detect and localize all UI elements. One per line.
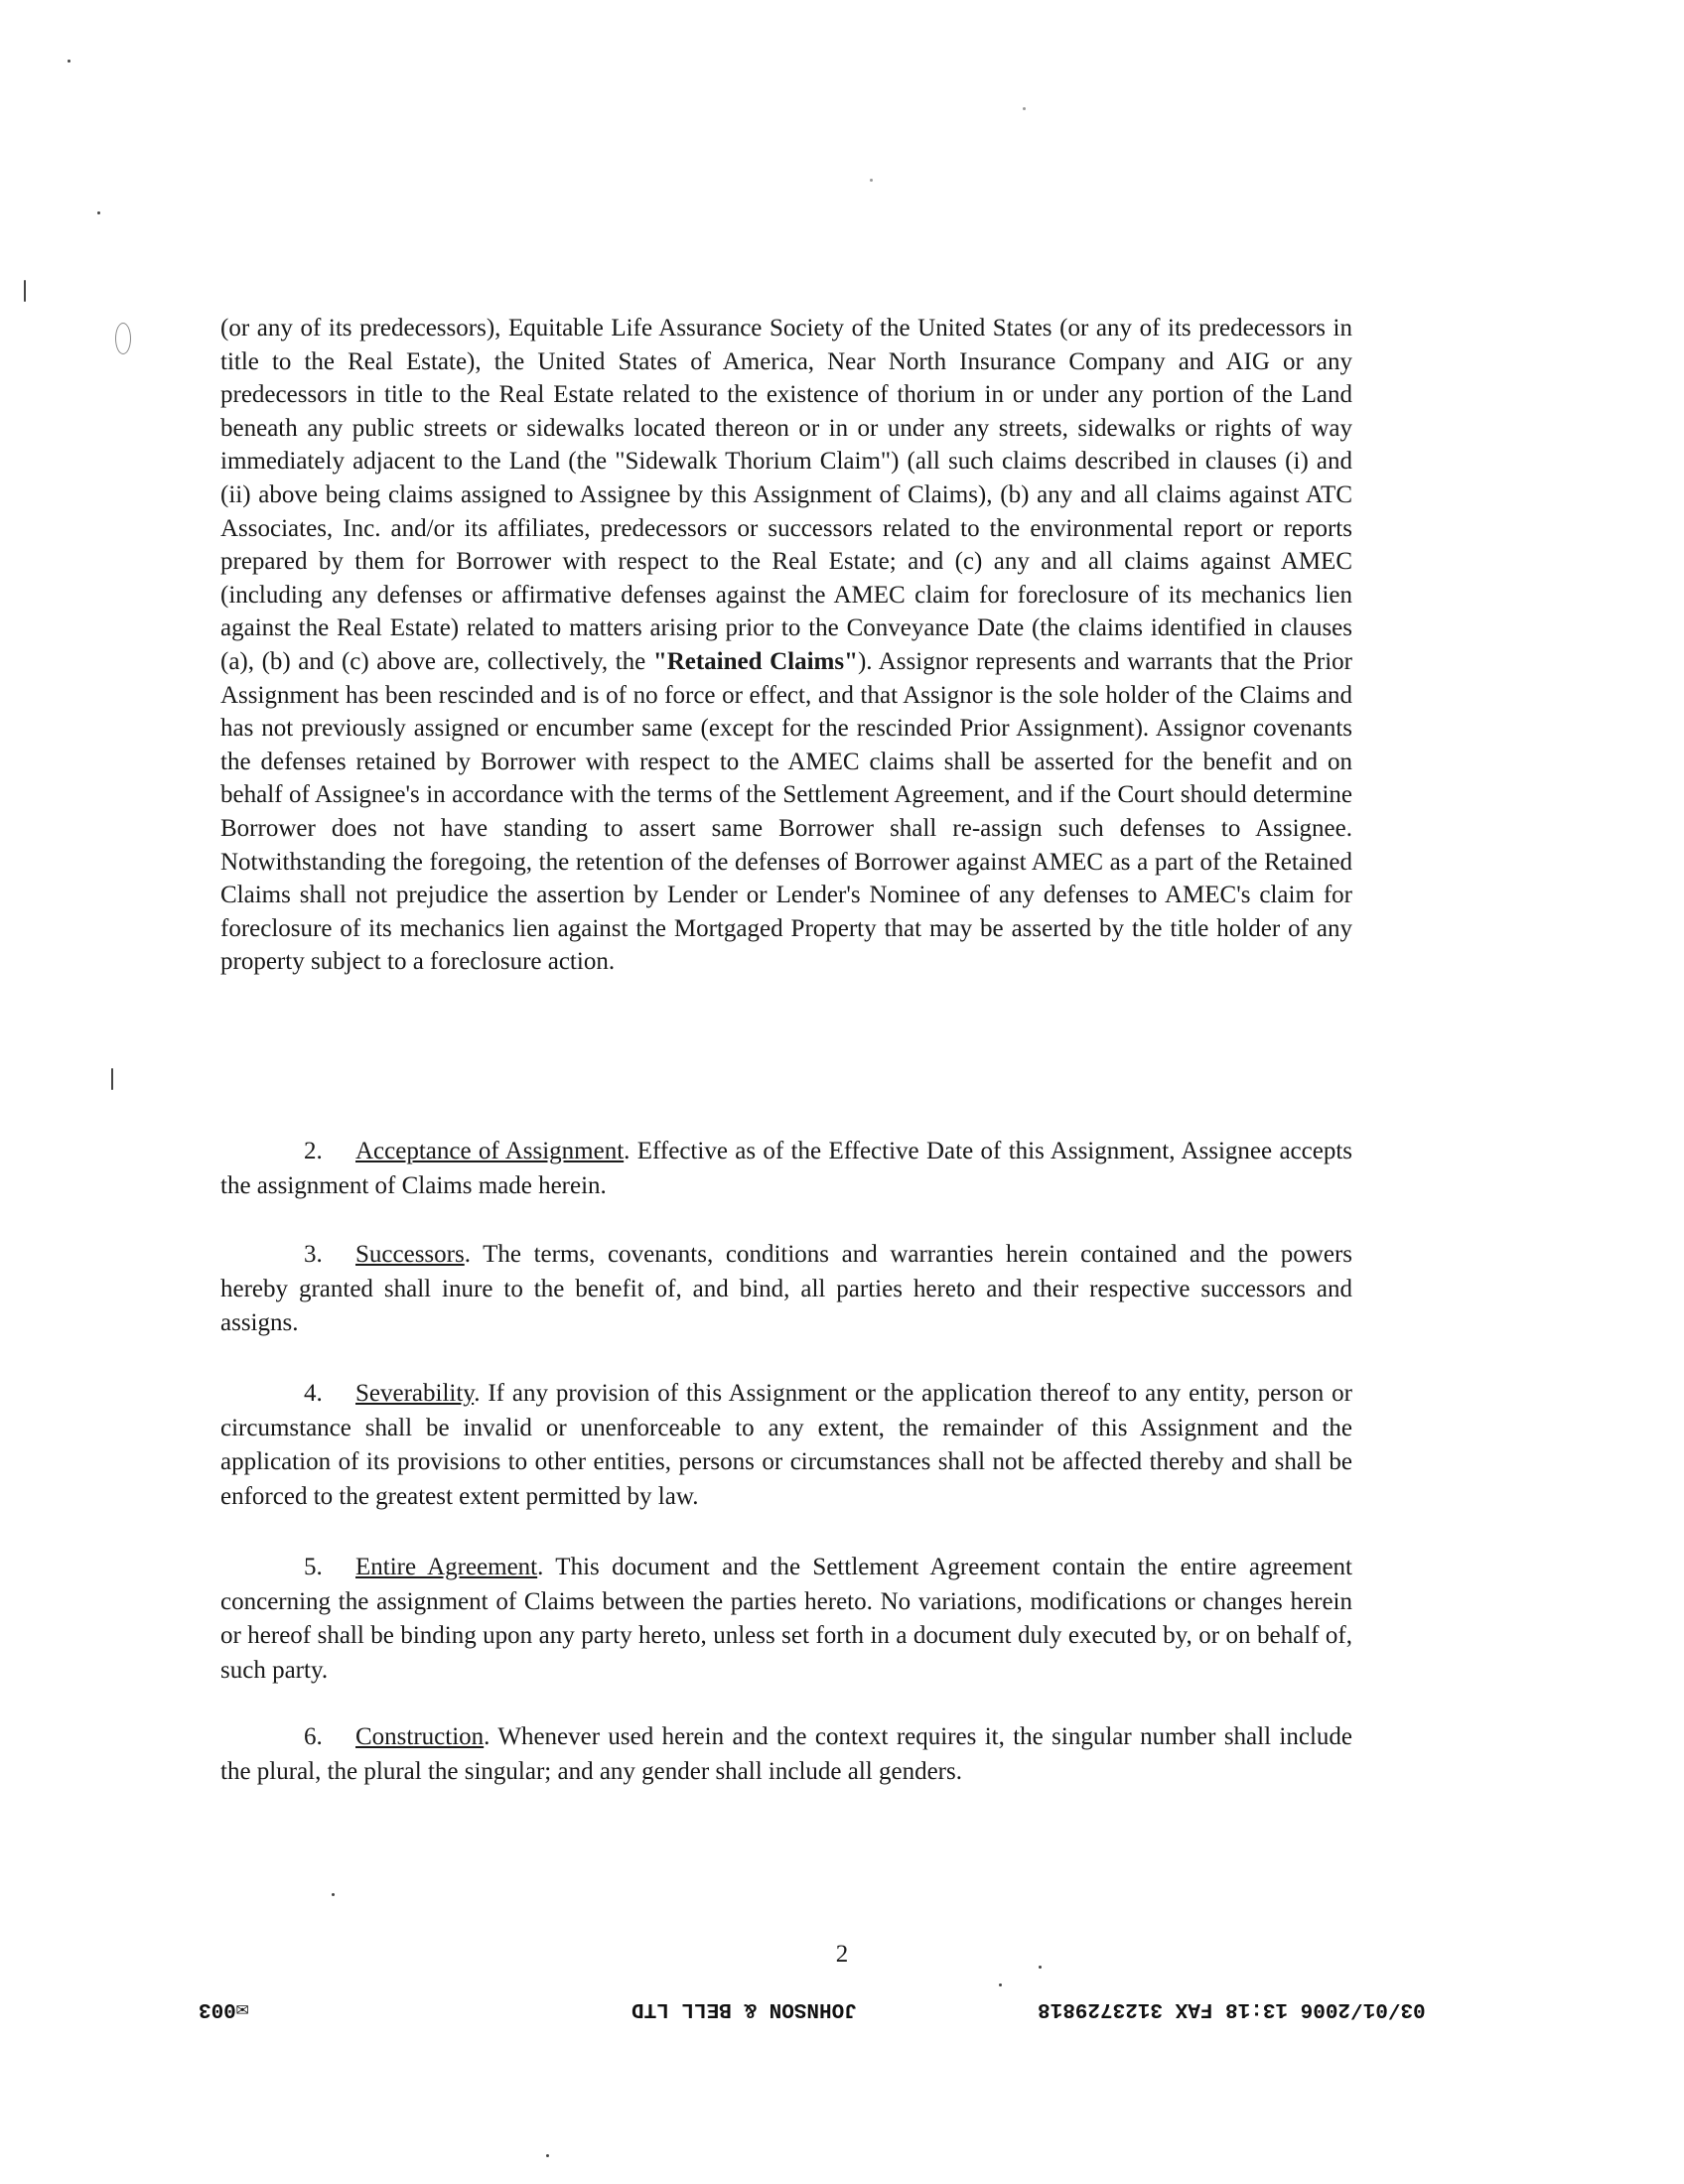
scan-speck <box>1039 1966 1042 1969</box>
section-text: . The terms, covenants, conditions and warranties herein contained and the powers hereby granted shall inure to the benefit of, and bind, all parties hereto and their respective successors and assigns. <box>220 1241 1352 1336</box>
section-text: . Whenever used herein and the context requires it, the singular number shall include the plural, the plural the singular; and any gender shall include all genders. <box>220 1723 1352 1785</box>
section-heading: Construction <box>355 1723 485 1750</box>
section-number: 5. <box>304 1554 323 1580</box>
fax-datetime: 03/01/2006 13:18 FAX 3123729818 <box>1038 1997 1426 2020</box>
intro-text-cont: ). Assignor represents and warrants that the Prior Assignment has been rescinded and is of no force or effect, and that Assignor is the sole holder of the Claims and has not previously assigned or encumber same (except for the rescinded Prior Assignment). Assignor covenants the defenses retained by Borrower with respect to the AMEC claims shall be asserted for the benefit and on behalf of Assignee's in accordance with the terms of the Settlement Agreement, and if the Court should determine Borrower does not have standing to assert same Borrower shall re-assign such defenses to Assignee. Notwithstanding the foregoing, the retention of the defenses of Borrower against AMEC as a part of the Retained Claims shall not prejudice the assertion by Lender or Lender's Nominee of any defenses to AMEC's claim for foreclosure of its mechanics lien against the Mortgaged Property that may be asserted by the title holder of any property subject to a foreclosure action. <box>220 647 1352 976</box>
section-text: . If any provision of this Assignment or the application thereof to any entity, person or circumstance shall be invalid or unenforceable to any extent, the remainder of this Assignment and the application of its provisions to other entities, persons or circumstances shall not be affected thereby and shall be enforced to the greatest extent permitted by law. <box>220 1380 1352 1510</box>
scan-speck <box>68 60 70 63</box>
page-number: 2 <box>835 1941 849 1968</box>
scan-speck <box>870 179 873 182</box>
retained-claims-term: "Retained Claims" <box>652 647 858 675</box>
scan-speck <box>546 2154 549 2157</box>
section-number: 4. <box>304 1380 323 1407</box>
section-heading: Acceptance of Assignment <box>355 1138 625 1164</box>
fax-header <box>0 1997 1684 2037</box>
intro-paragraph <box>220 312 1352 979</box>
intro-text: (or any of its predecessors), Equitable Life Assurance Society of the United States (or any of its predecessors in title to the Real Estate), the United States of America, Near North Insurance Company and AIG or any predecessors in title to the Real Estate related to the existence of thorium in or under any portion of the Land beneath any public streets or sidewalks located thereon or in or under any streets, sidewalks or rights of way immediately adjacent to the Land (the "Sidewalk Thorium Claim") (all such claims described in clauses (i) and (ii) above being claims assigned to Assignee by this Assignment of Claims), (b) any and all claims against ATC Associates, Inc. and/or its affiliates, predecessors or successors related to the environmental report or reports prepared by them for Borrower with respect to the Real Estate; and (c) any and all claims against AMEC (including any defenses or affirmative defenses against the AMEC claim for foreclosure of its mechanics lien against the Real Estate) related to matters arising prior to the Conveyance Date (the claims identified in clauses (a), (b) and (c) above are, collectively, the <box>220 315 1352 675</box>
section-heading: Entire Agreement <box>355 1554 538 1580</box>
fax-company: JOHNSON & BELL LTD <box>632 1997 857 2020</box>
section-number: 3. <box>304 1241 323 1268</box>
section-severability <box>220 1377 1352 1514</box>
scan-speck <box>332 1893 335 1896</box>
fax-page-count: ✉003 <box>199 1997 249 2020</box>
section-heading: Successors <box>355 1241 465 1268</box>
section-entire-agreement <box>220 1551 1352 1688</box>
scan-speck <box>1023 107 1026 110</box>
section-text: . Effective as of the Effective Date of this Assignment, Assignee accepts the assignment of Claims made herein. <box>220 1138 1353 1199</box>
section-number: 6. <box>304 1723 323 1750</box>
scan-speck <box>111 1068 113 1090</box>
section-construction <box>220 1720 1352 1789</box>
scan-speck <box>24 280 26 302</box>
section-text: . This document and the Settlement Agreement contain the entire agreement concerning the assignment of Claims between the parties hereto. No variations, modifications or changes herein or hereof shall be binding upon any party hereto, unless set forth in a document duly executed by, or on behalf of, such party. <box>220 1554 1352 1684</box>
scan-speck <box>999 1983 1002 1986</box>
section-successors <box>220 1238 1352 1341</box>
scan-speck <box>97 211 100 214</box>
section-number: 2. <box>304 1138 323 1164</box>
section-heading: Severability <box>355 1380 475 1407</box>
section-acceptance <box>220 1135 1352 1203</box>
scan-speck <box>115 323 131 354</box>
